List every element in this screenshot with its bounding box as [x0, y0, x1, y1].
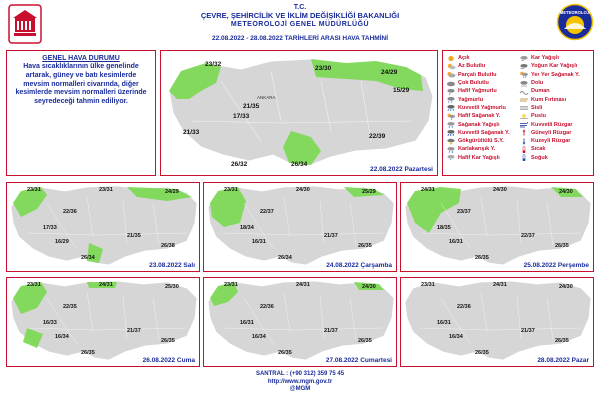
- legend-item: [446, 71, 517, 79]
- legend-item: [446, 154, 517, 162]
- temp-label: 16/34: [449, 334, 463, 340]
- temp-label: 24/30: [559, 189, 573, 195]
- thunderstorm-icon: [446, 138, 456, 145]
- map-label-day: 26.08.2022 Cuma: [142, 357, 195, 364]
- temp-label: 26/34: [278, 255, 292, 261]
- legend-item: [519, 62, 590, 70]
- meteoroloji-logo: [556, 3, 594, 41]
- temp-label: 22/36: [63, 209, 77, 215]
- legend-label: Çok Bulutlu: [458, 80, 489, 87]
- light-shower-icon: [446, 113, 456, 120]
- svg-text:**: **: [521, 58, 524, 62]
- legend-label: Kum Fırtınası: [531, 96, 567, 103]
- map-label-day: 23.08.2022 Salı: [149, 262, 195, 269]
- sleet-icon: [446, 146, 456, 153]
- legend-label: Karlakarışık Y.: [458, 146, 496, 153]
- temp-label: 26/35: [161, 338, 175, 344]
- temp-label: 16/33: [43, 320, 57, 326]
- temp-label: 16/29: [55, 239, 69, 245]
- temp-label: 22/36: [457, 304, 471, 310]
- temp-label: 25/29: [362, 189, 376, 195]
- temp-label: 24/31: [296, 282, 310, 288]
- temp-label: 24/31: [421, 187, 435, 193]
- map-label-day: 28.08.2022 Pazar: [537, 357, 589, 364]
- map-label-day: 27.08.2022 Cumartesi: [325, 357, 392, 364]
- legend-label: Kuvvetli Rüzgar: [531, 121, 573, 128]
- temp-label: 26/34: [291, 161, 308, 168]
- heavy-rain-icon: [446, 104, 456, 111]
- legend-label: Açık: [458, 55, 470, 62]
- smoke-icon: [519, 88, 529, 95]
- legend-label: Dolu: [531, 80, 544, 87]
- forecast-period: 22.08.2022 - 28.08.2022 TARİHLERİ ARASI HAVA TAHMİNİ: [211, 34, 389, 42]
- legend-label: Sisli: [531, 104, 543, 111]
- temp-label: 24/30: [362, 284, 376, 290]
- temp-label: 26/35: [358, 338, 372, 344]
- map-panel-day: [400, 277, 594, 367]
- temp-label: 24/29: [165, 189, 179, 195]
- temp-label: 21/37: [324, 328, 338, 334]
- temp-label: 23/31: [224, 282, 238, 288]
- legend-label: Hafif Sağanak Y.: [458, 113, 501, 120]
- temp-label: 21/37: [324, 233, 338, 239]
- legend-label: Gökgürültülü S.Y.: [458, 138, 504, 145]
- north-wind-icon: [519, 138, 529, 145]
- hot-icon: [519, 146, 529, 153]
- snow-icon: [519, 55, 529, 62]
- legend-label: Sağanak Yağışlı: [458, 121, 500, 128]
- heavy-snow-icon: [519, 63, 529, 70]
- legend-grid: [446, 54, 590, 162]
- temp-label: 26/35: [278, 350, 292, 356]
- temp-label: 23/31: [27, 282, 41, 288]
- legend-item: [519, 137, 590, 145]
- temp-label: 15/29: [393, 87, 410, 94]
- temp-label: 23/31: [27, 187, 41, 193]
- south-wind-icon: [519, 129, 529, 136]
- legend-label: Hafif Yağmurlu: [458, 88, 497, 95]
- legend-label: Kuvvetli Yağmurlu: [458, 104, 506, 111]
- legend-label: Yağmurlu: [458, 96, 484, 103]
- bulletin-header: [120, 4, 480, 42]
- legend-label: Az Bulutlu: [458, 63, 486, 70]
- turkey-map: [7, 278, 200, 367]
- temp-label: 16/31: [252, 239, 266, 245]
- temp-label: 22/39: [369, 133, 386, 140]
- legend-box: [442, 50, 594, 176]
- turkey-map: [401, 278, 594, 367]
- map-panel-day: [6, 277, 200, 367]
- temp-label: 26/35: [475, 255, 489, 261]
- temp-label: 16/34: [55, 334, 69, 340]
- legend-item: [519, 79, 590, 87]
- temp-label: 21/35: [127, 233, 141, 239]
- legend-item: [519, 104, 590, 112]
- map-label-day: 25.08.2022 Perşembe: [523, 262, 589, 269]
- footer-social[interactable]: @MGM: [289, 386, 311, 392]
- temp-label: 16/31: [240, 320, 254, 326]
- org-short: T.C.: [293, 4, 307, 11]
- temp-label: 23/30: [315, 65, 332, 72]
- legend-item: [519, 87, 590, 95]
- light-snow-icon: [446, 154, 456, 161]
- footer: [150, 371, 450, 394]
- summary-body: Hava sıcaklıklarının ülke genelinde artarak, güney ve batı kesimlerde mevsim normalleri civarında, diğer kesimlerde mevsim normalleri üzerinde seyredeceği tahmin ediliyor.: [15, 63, 147, 105]
- temp-label: 26/35: [555, 243, 569, 249]
- temp-label: 16/34: [252, 334, 266, 340]
- temp-label: 22/37: [521, 233, 535, 239]
- temp-label: 21/33: [183, 129, 200, 136]
- legend-label: Sıcak: [531, 146, 546, 153]
- legend-label: Kuvvetli Sağanak Y.: [458, 129, 510, 136]
- legend-label: Puslu: [531, 113, 546, 120]
- temp-label: 22/37: [260, 209, 274, 215]
- legend-label: Kuzeyli Rüzgar: [531, 138, 571, 145]
- temp-label: 23/37: [457, 209, 471, 215]
- sandstorm-icon: [519, 96, 529, 103]
- legend-label: Yoğun Kar Yağışlı: [531, 63, 578, 70]
- legend-item: [446, 62, 517, 70]
- legend-item: [519, 54, 590, 62]
- legend-label: Soğuk: [531, 154, 548, 161]
- temp-label: 26/32: [231, 161, 248, 168]
- map-panel-main: [160, 50, 438, 176]
- temp-label: 24/30: [296, 187, 310, 193]
- turkey-map: [204, 278, 397, 367]
- turkey-map: [7, 183, 200, 272]
- legend-item: [446, 145, 517, 153]
- rain-icon: [446, 96, 456, 103]
- temp-label: 21/35: [243, 103, 260, 110]
- temp-label: 26/38: [161, 243, 175, 249]
- legend-item: [519, 154, 590, 162]
- temp-label: 23/31: [99, 187, 113, 193]
- ministry-name: ÇEVRE, ŞEHİRCİLİK VE İKLİM DEĞİŞİKLİĞİ BAKANLIĞI: [200, 11, 400, 21]
- legend-item: [446, 79, 517, 87]
- light-rain-icon: [446, 88, 456, 95]
- legend-item: [446, 95, 517, 103]
- legend-label: Kar Yağışlı: [531, 55, 560, 62]
- temp-label: 26/35: [555, 338, 569, 344]
- legend-item: [519, 112, 590, 120]
- cloud-icon: [446, 80, 456, 87]
- fog-icon: [519, 104, 529, 111]
- footer-website[interactable]: http://www.mgm.gov.tr: [267, 378, 333, 385]
- turkey-map: [401, 183, 594, 272]
- map-panel-day: [6, 182, 200, 272]
- city-label: ANKARA: [257, 95, 276, 100]
- temp-label: 26/35: [475, 350, 489, 356]
- temp-label: 24/30: [559, 284, 573, 290]
- svg-text:*: *: [450, 158, 452, 162]
- directorate-name: METEOROLOJİ GENEL MÜDÜRLÜĞÜ: [230, 20, 370, 28]
- temp-label: 22/35: [63, 304, 77, 310]
- summary-title: GENEL HAVA DURUMU: [42, 55, 120, 62]
- legend-item: [446, 137, 517, 145]
- legend-item: [446, 129, 517, 137]
- ministry-logo: [8, 4, 42, 44]
- temp-label: 18/34: [240, 225, 254, 231]
- temp-label: 26/34: [81, 255, 95, 261]
- temp-label: 24/31: [493, 282, 507, 288]
- legend-item: [519, 95, 590, 103]
- temp-label: 24/31: [99, 282, 113, 288]
- legend-label: Duman: [531, 88, 550, 95]
- legend-item: [446, 120, 517, 128]
- temp-label: 24/30: [493, 187, 507, 193]
- legend-item: [519, 145, 590, 153]
- strong-wind-icon: [519, 121, 529, 128]
- temp-label: 16/31: [437, 320, 451, 326]
- legend-label: Güneyli Rüzgar: [531, 129, 572, 136]
- temp-label: 23/31: [224, 187, 238, 193]
- temp-label: 21/37: [521, 328, 535, 334]
- logo-text: METEOROLOJİ: [559, 10, 591, 15]
- footer-phone: SANTRAL : (+90 312) 359 75 45: [255, 371, 345, 377]
- temp-label: 26/35: [81, 350, 95, 356]
- summary-box: [6, 50, 156, 176]
- legend-item: [446, 112, 517, 120]
- map-label-day: 24.08.2022 Çarşamba: [326, 262, 392, 269]
- sun-icon: [446, 55, 456, 62]
- sun-cloud-icon: [446, 63, 456, 70]
- legend-item: [446, 87, 517, 95]
- legend-label: Parçalı Bulutlu: [458, 71, 497, 78]
- legend-item: [446, 54, 517, 62]
- haze-icon: [519, 113, 529, 120]
- temp-label: 22/36: [260, 304, 274, 310]
- legend-item: [519, 71, 590, 79]
- cold-icon: [519, 154, 529, 161]
- map-label-main: 22.08.2022 Pazartesi: [370, 166, 433, 173]
- legend-label: Yer Yer Sağanak Y.: [531, 71, 580, 78]
- temp-label: 23/31: [421, 282, 435, 288]
- temp-label: 23/32: [205, 61, 222, 68]
- shower-icon: [446, 121, 456, 128]
- hail-icon: [519, 80, 529, 87]
- temp-label: 24/29: [381, 69, 398, 76]
- sun-rain-icon: [519, 71, 529, 78]
- map-panel-day: [400, 182, 594, 272]
- temp-label: 16/31: [449, 239, 463, 245]
- temp-label: 21/37: [127, 328, 141, 334]
- legend-item: [519, 129, 590, 137]
- partly-cloudy-icon: [446, 71, 456, 78]
- map-panel-day: [203, 182, 397, 272]
- temp-label: 26/35: [358, 243, 372, 249]
- svg-text:***: ***: [520, 66, 525, 70]
- temp-label: 17/33: [43, 225, 57, 231]
- map-panel-day: [203, 277, 397, 367]
- legend-label: Hafif Kar Yağışlı: [458, 154, 500, 161]
- heavy-shower-icon: [446, 129, 456, 136]
- legend-item: [519, 120, 590, 128]
- legend-item: [446, 104, 517, 112]
- temp-label: 25/30: [165, 284, 179, 290]
- temp-label: 17/33: [233, 113, 250, 120]
- turkey-map: [204, 183, 397, 272]
- temp-label: 18/35: [437, 225, 451, 231]
